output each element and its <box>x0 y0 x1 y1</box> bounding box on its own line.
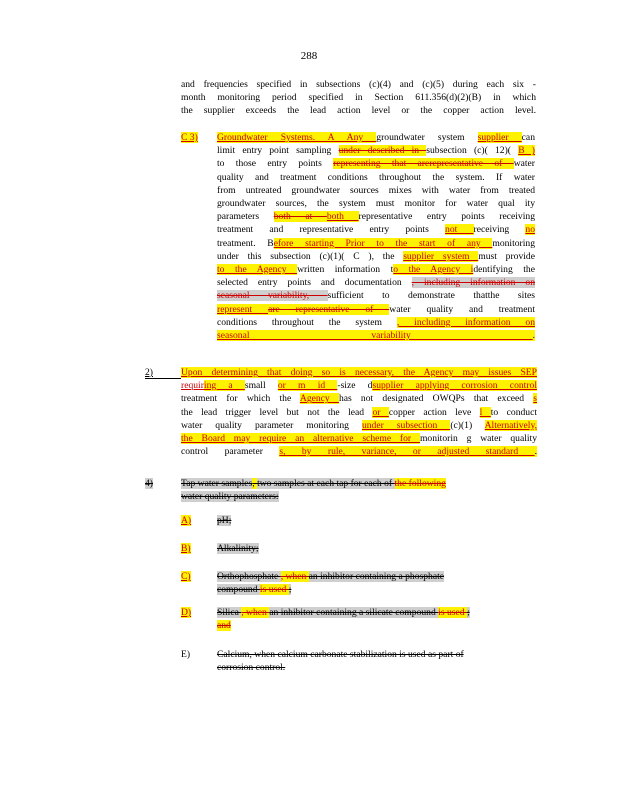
text-segment: and <box>217 620 231 632</box>
text-segment: supplier system <box>403 250 479 262</box>
text-segment: or <box>372 406 389 418</box>
text-segment: or m id <box>277 380 338 392</box>
text-segment: small <box>244 380 278 392</box>
item-marker <box>181 570 191 583</box>
item-marker-text: B) <box>181 543 191 554</box>
text-segment: treatment. B <box>217 237 274 249</box>
text-segment: is used <box>438 607 467 618</box>
p2-marker-text: 2) <box>145 367 153 378</box>
item-marker <box>181 542 191 555</box>
c3-paragraph <box>217 131 535 342</box>
text-segment: (c)(1) <box>450 419 485 431</box>
text-segment: ; <box>466 607 470 618</box>
text-line <box>217 514 537 527</box>
intro-line: and frequencies specified in subsections (c)(4) and (c)(5) during each six - <box>181 79 536 90</box>
text-segment: -size d <box>337 380 373 392</box>
text-segment: both at <box>273 211 327 223</box>
item-text <box>217 542 537 555</box>
text-segment: water quality parameter monitoring <box>181 419 362 431</box>
text-line <box>217 619 537 632</box>
item-text <box>217 514 537 527</box>
item-marker <box>181 514 191 527</box>
text-segment: Agency <box>299 393 339 405</box>
text-line <box>217 144 535 157</box>
text-line <box>217 316 535 329</box>
text-segment: to those entry points <box>217 158 334 170</box>
text-segment: , <box>252 478 258 489</box>
text-segment: not <box>445 224 474 236</box>
text-segment: ing a <box>203 380 245 392</box>
text-segment: two samples at each tap for each of <box>257 478 395 489</box>
text-line <box>181 477 521 490</box>
text-segment: requir <box>181 380 204 392</box>
text-line <box>217 303 535 316</box>
text-segment: conditions throughout the system <box>217 316 397 328</box>
p2-paragraph <box>181 366 537 458</box>
text-segment: Alkalinity; <box>217 543 259 554</box>
item-marker-text: E) <box>181 649 191 660</box>
text-segment: Tap water samples <box>181 478 253 489</box>
text-segment: efore starting Prior to the start of any <box>273 237 493 249</box>
text-segment: both <box>326 211 359 223</box>
text-segment: parameters <box>217 211 274 223</box>
text-segment: . <box>534 446 537 458</box>
text-line <box>217 237 535 250</box>
text-segment: selected entry points and documentation <box>217 277 412 289</box>
text-segment: , including information on <box>411 277 535 289</box>
intro-line: month monitoring period specified in Section 611.356(d)(2)(B) in which <box>181 92 536 104</box>
text-segment: B ) <box>518 145 536 157</box>
text-line <box>217 131 535 144</box>
text-segment: from untreated groundwater sources mixes with water from treated <box>217 184 535 196</box>
text-line <box>217 542 537 555</box>
item-marker <box>181 606 191 619</box>
text-line <box>217 329 535 342</box>
text-segment: subsection (c)( 12)( <box>426 145 519 157</box>
text-segment: , when <box>241 607 270 618</box>
page-number: 288 <box>300 50 318 62</box>
text-segment: the following <box>394 478 446 489</box>
text-segment: water quality and treatment <box>389 303 535 315</box>
text-line <box>181 490 521 503</box>
text-segment: treatment for which the <box>181 393 300 405</box>
text-line <box>217 289 535 302</box>
text-segment: limit entry point sampling <box>217 145 339 157</box>
text-line <box>217 210 535 223</box>
text-segment: receiving <box>473 224 526 236</box>
text-segment: Upon determining that doing so is necessary, the Agency may issues SEP <box>181 367 537 378</box>
text-segment: dentifying the <box>473 264 535 276</box>
intro-paragraph <box>181 78 536 118</box>
text-line <box>217 570 537 583</box>
text-segment: represent <box>217 303 269 315</box>
text-segment: supplier <box>477 132 522 143</box>
text-segment: Groundwater Systems. A Any <box>217 132 377 143</box>
text-segment: monitorin g water quality <box>419 433 537 445</box>
text-segment: treatment and representative entry points <box>217 224 446 236</box>
item-text <box>217 570 537 596</box>
text-segment: control parameter <box>181 446 280 458</box>
text-segment: supplier applying corrosion control <box>372 380 537 392</box>
text-segment: to the Agency <box>217 264 298 276</box>
text-segment: the Board may require an alternative scheme for <box>181 433 420 445</box>
p4-marker-text: 4) <box>145 478 153 489</box>
text-segment: corrosion control. <box>217 662 286 674</box>
text-line <box>217 250 535 263</box>
text-segment: compound <box>217 584 260 596</box>
p4-marker <box>145 477 153 490</box>
text-segment: under subsection <box>361 419 451 431</box>
text-segment: water quality parameters: <box>181 491 279 503</box>
text-segment: under described in <box>338 145 427 157</box>
text-segment: , when <box>280 571 309 582</box>
text-line <box>217 606 537 619</box>
text-segment: are representative of <box>268 303 390 315</box>
text-segment: quality and treatment conditions throughout the system. If water <box>217 171 535 183</box>
text-segment: ; <box>288 584 292 596</box>
item-text <box>217 606 537 632</box>
text-segment: the lead trigger level but not the lead <box>181 406 373 418</box>
item-text <box>217 648 537 674</box>
c3-marker <box>181 131 198 144</box>
text-line <box>217 171 535 184</box>
text-segment: Orthophosphate <box>217 571 281 582</box>
text-segment: seasonal variability <box>217 330 533 342</box>
text-segment: s <box>533 393 537 405</box>
text-line <box>217 223 535 236</box>
text-line <box>181 419 537 432</box>
text-segment: under this subsection (c)(1)( C ), the <box>217 250 404 262</box>
text-line <box>217 157 535 170</box>
p2-underline-rule <box>145 378 181 379</box>
text-segment: . <box>532 330 535 342</box>
text-line <box>181 432 537 445</box>
c3-marker-text: C 3) <box>181 132 198 143</box>
text-line <box>217 276 535 289</box>
text-line <box>217 661 537 674</box>
text-segment: Alternatively, <box>484 419 538 431</box>
text-segment: no <box>525 224 535 236</box>
text-segment: copper action leve <box>388 406 480 418</box>
p4-paragraph <box>181 477 521 503</box>
text-line <box>217 184 535 197</box>
text-line <box>217 263 535 276</box>
text-segment: representing that arerepresentative of <box>333 158 514 170</box>
text-segment: has not designated OWQPs that exceed <box>338 393 534 405</box>
text-segment: can <box>521 132 535 143</box>
text-segment: water <box>513 158 535 170</box>
text-line <box>181 379 537 392</box>
text-segment: groundwater sources, the system must monitor for water qual ity <box>217 198 535 210</box>
text-line <box>181 392 537 405</box>
text-segment: monitoring <box>492 237 535 249</box>
text-segment: groundwater system <box>376 132 478 143</box>
text-segment: , including information on <box>396 316 535 328</box>
text-line <box>181 406 537 419</box>
intro-line: the supplier exceeds the lead action level or the copper action level. <box>181 105 536 117</box>
text-segment: o the Agency i <box>393 264 474 276</box>
text-segment: s, by rule, variance, or adjusted standard <box>279 446 535 458</box>
text-segment: sufficient to demonstrate thatthe sites <box>327 290 535 302</box>
item-marker-text: A) <box>181 515 192 526</box>
text-line <box>181 445 537 458</box>
text-line <box>217 648 537 661</box>
item-marker <box>181 648 190 661</box>
text-line <box>181 366 537 379</box>
text-segment: to conduct <box>490 406 538 418</box>
text-segment: representative entry points receiving <box>358 211 535 223</box>
text-line <box>217 583 537 596</box>
text-segment: pH; <box>217 515 232 526</box>
text-segment: seasonal variability, <box>217 290 328 302</box>
item-marker-text: D) <box>181 607 192 618</box>
text-segment: Silica <box>217 607 242 618</box>
text-segment: is used <box>259 584 289 596</box>
item-marker-text: C) <box>181 571 191 582</box>
text-line <box>217 197 535 210</box>
text-segment: an inhibitor containing a silicate compound <box>269 607 439 618</box>
text-segment: an inhibitor containing a phosphate <box>308 571 445 582</box>
text-segment: l <box>479 406 491 418</box>
text-segment: written information t <box>297 264 394 276</box>
text-segment: must provide <box>478 250 535 262</box>
text-segment: Calcium, when calcium carbonate stabilization is used as part of <box>217 649 464 660</box>
